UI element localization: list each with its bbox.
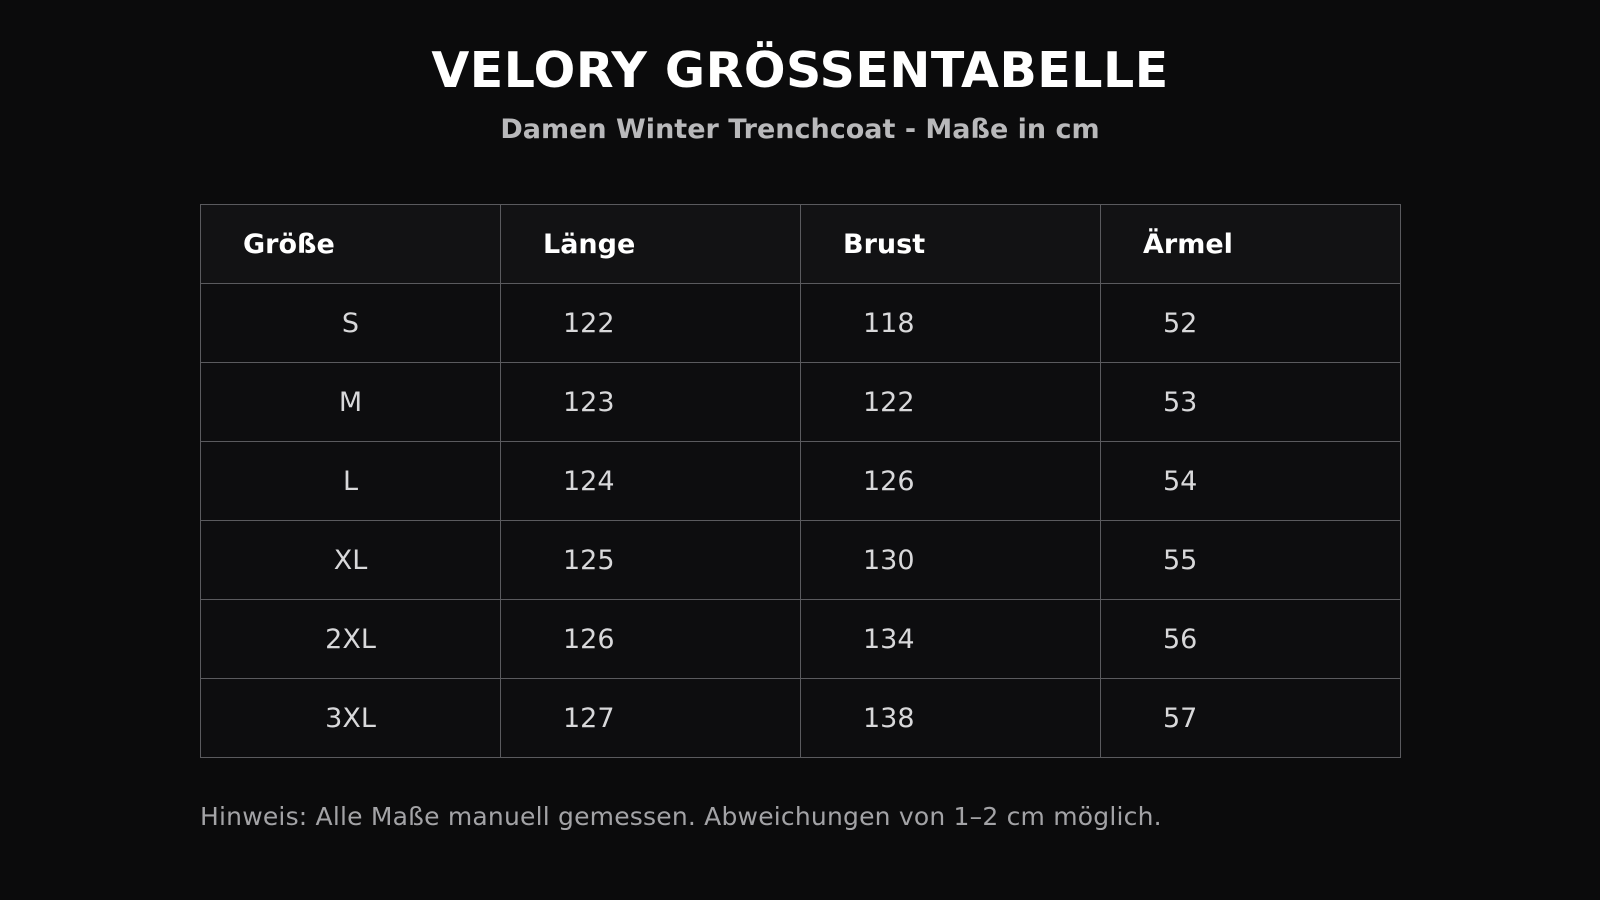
table-header-row [201, 205, 1401, 284]
table-row [201, 442, 1401, 521]
table-row [201, 600, 1401, 679]
size-table-body [201, 284, 1401, 758]
cell-groesse: L [201, 442, 501, 521]
cell-brust: 122 [801, 363, 1101, 442]
cell-brust: 118 [801, 284, 1101, 363]
cell-brust: 138 [801, 679, 1101, 758]
cell-aermel: 52 [1101, 284, 1401, 363]
column-header-aermel: Ärmel [1101, 205, 1401, 284]
column-header-brust: Brust [801, 205, 1101, 284]
cell-laenge: 123 [501, 363, 801, 442]
cell-aermel: 57 [1101, 679, 1401, 758]
footer-note: Hinweis: Alle Maße manuell gemessen. Abweichungen von 1–2 cm möglich. [200, 802, 1162, 832]
table-row [201, 363, 1401, 442]
cell-aermel: 53 [1101, 363, 1401, 442]
size-table-header [201, 205, 1401, 284]
cell-groesse: S [201, 284, 501, 363]
cell-brust: 134 [801, 600, 1101, 679]
table-row [201, 521, 1401, 600]
cell-laenge: 122 [501, 284, 801, 363]
column-header-groesse: Größe [201, 205, 501, 284]
cell-brust: 130 [801, 521, 1101, 600]
cell-groesse: 2XL [201, 600, 501, 679]
cell-groesse: XL [201, 521, 501, 600]
cell-laenge: 124 [501, 442, 801, 521]
page-title: VELORY GRÖSSENTABELLE [431, 42, 1169, 99]
cell-aermel: 54 [1101, 442, 1401, 521]
size-table-container [200, 146, 1400, 758]
column-header-laenge: Länge [501, 205, 801, 284]
cell-laenge: 126 [501, 600, 801, 679]
table-row [201, 284, 1401, 363]
size-table [200, 204, 1401, 758]
cell-aermel: 56 [1101, 600, 1401, 679]
cell-brust: 126 [801, 442, 1101, 521]
cell-groesse: 3XL [201, 679, 501, 758]
cell-groesse: M [201, 363, 501, 442]
cell-laenge: 125 [501, 521, 801, 600]
page-subtitle: Damen Winter Trenchcoat - Maße in cm [500, 113, 1100, 145]
cell-aermel: 55 [1101, 521, 1401, 600]
cell-laenge: 127 [501, 679, 801, 758]
table-row [201, 679, 1401, 758]
